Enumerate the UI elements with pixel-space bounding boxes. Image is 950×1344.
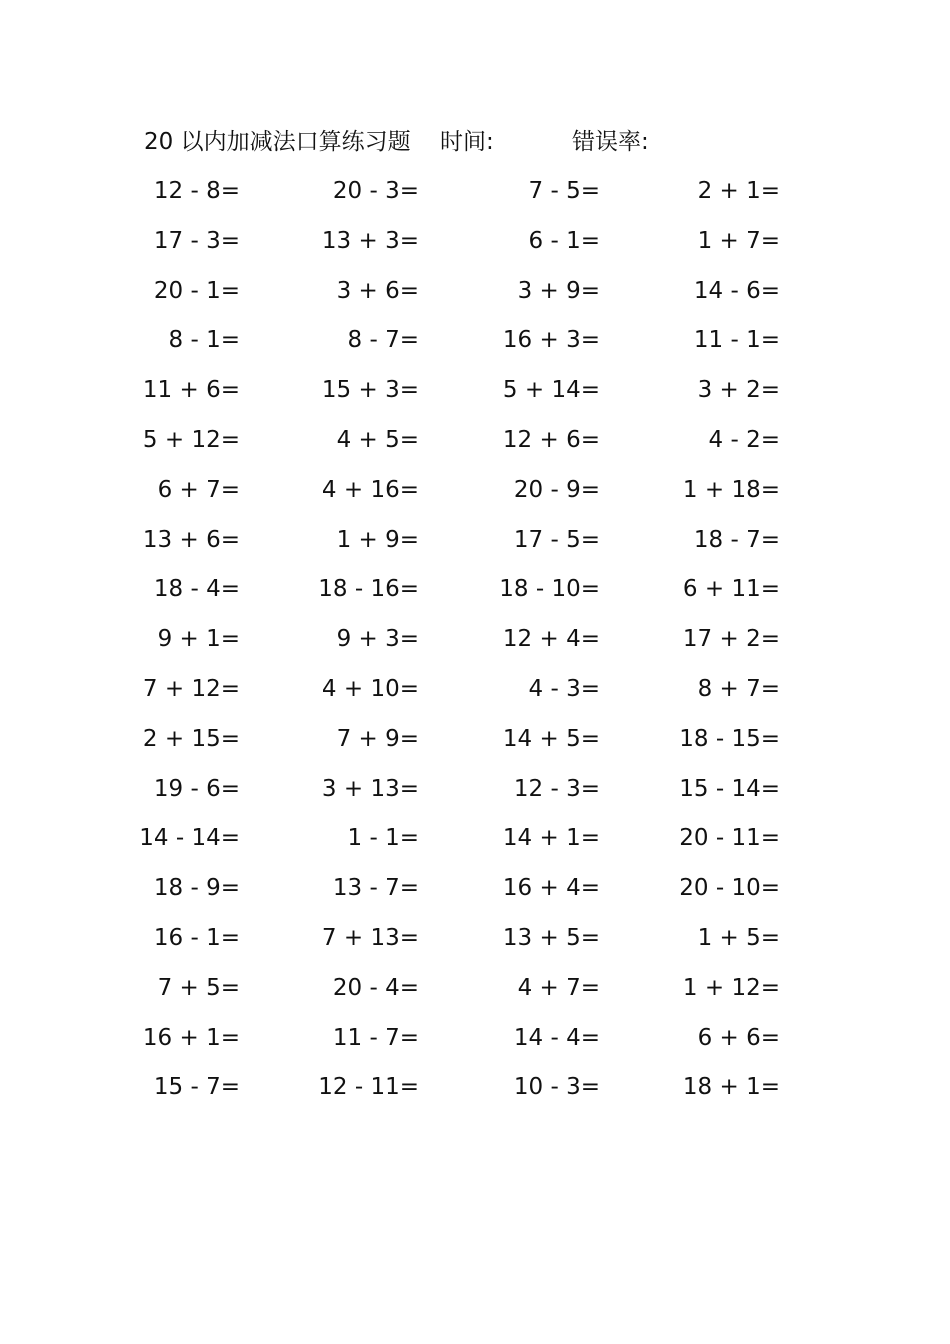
math-problem: 11 - 7=: [332, 1024, 419, 1051]
math-problem: 9 + 3=: [336, 626, 419, 653]
problem-row: [0, 618, 950, 668]
math-problem: 4 - 2=: [708, 426, 780, 453]
math-problem: 6 + 7=: [157, 476, 240, 503]
math-problem: 8 + 7=: [697, 675, 780, 702]
math-problem: 4 + 5=: [336, 426, 419, 453]
math-problem: 15 - 14=: [679, 775, 780, 802]
problem-row: [0, 270, 950, 320]
math-problem: 13 + 3=: [321, 227, 419, 254]
problem-row: [0, 319, 950, 369]
math-problem: 14 - 4=: [513, 1024, 600, 1051]
math-problem: 3 + 9=: [517, 277, 600, 304]
math-problem: 4 + 10=: [321, 675, 419, 702]
math-problem: 20 - 9=: [513, 476, 600, 503]
math-problem: 20 - 11=: [679, 825, 780, 852]
problem-row: [0, 568, 950, 618]
math-problem: 17 + 2=: [682, 626, 780, 653]
math-problem: 3 + 6=: [336, 277, 419, 304]
math-problem: 1 + 7=: [697, 227, 780, 254]
math-problem: 13 + 6=: [142, 526, 240, 553]
math-problem: 1 - 1=: [347, 825, 419, 852]
math-problem: 5 + 14=: [502, 377, 600, 404]
problem-row: [0, 419, 950, 469]
math-problem: 14 - 6=: [693, 277, 780, 304]
math-problem: 16 + 4=: [502, 875, 600, 902]
problem-row: [0, 369, 950, 419]
math-problem: 6 - 1=: [528, 227, 600, 254]
math-problem: 3 + 13=: [321, 775, 419, 802]
math-problem: 18 - 10=: [499, 576, 600, 603]
math-problem: 10 - 3=: [513, 1074, 600, 1101]
math-problem: 18 + 1=: [682, 1074, 780, 1101]
math-problem: 1 + 12=: [682, 974, 780, 1001]
problem-row: [0, 718, 950, 768]
math-problem: 12 + 6=: [502, 426, 600, 453]
problem-row: [0, 668, 950, 718]
math-problem: 1 + 18=: [682, 476, 780, 503]
worksheet-header: [144, 125, 824, 159]
math-problem: 20 - 10=: [679, 875, 780, 902]
math-problem: 14 - 14=: [139, 825, 240, 852]
math-problem: 3 + 2=: [697, 377, 780, 404]
math-problem: 16 - 1=: [153, 924, 240, 951]
problem-row: [0, 867, 950, 917]
math-problem: 7 + 12=: [142, 675, 240, 702]
math-problem: 20 - 1=: [153, 277, 240, 304]
math-problem: 1 + 9=: [336, 526, 419, 553]
math-problem: 18 - 7=: [693, 526, 780, 553]
problem-row: [0, 220, 950, 270]
math-problem: 4 + 16=: [321, 476, 419, 503]
math-problem: 8 - 1=: [168, 327, 240, 354]
math-problem: 2 + 15=: [142, 725, 240, 752]
math-problem: 7 - 5=: [528, 178, 600, 204]
math-problem: 16 + 3=: [502, 327, 600, 354]
math-problem: 5 + 12=: [142, 426, 240, 453]
math-problem: 15 - 7=: [153, 1074, 240, 1101]
problem-row: [0, 768, 950, 818]
math-problem: 19 - 6=: [153, 775, 240, 802]
math-problem: 12 - 11=: [318, 1074, 419, 1101]
math-problem: 13 - 7=: [332, 875, 419, 902]
math-problem: 20 - 4=: [332, 974, 419, 1001]
math-problem: 14 + 1=: [502, 825, 600, 852]
math-problem: 16 + 1=: [142, 1024, 240, 1051]
math-problem: 14 + 5=: [502, 725, 600, 752]
math-problem: 18 - 16=: [318, 576, 419, 603]
problem-row: [0, 967, 950, 1017]
problem-row: [0, 519, 950, 569]
math-problem: 18 - 4=: [153, 576, 240, 603]
math-problem: 6 + 6=: [697, 1024, 780, 1051]
math-problem: 17 - 5=: [513, 526, 600, 553]
math-problem: 6 + 11=: [682, 576, 780, 603]
problem-row: [0, 170, 950, 220]
time-label: 时间:: [440, 129, 494, 155]
problem-row: [0, 469, 950, 519]
math-problem: 4 - 3=: [528, 675, 600, 702]
problem-row: [0, 817, 950, 867]
worksheet-title: 20 以内加减法口算练习题: [144, 129, 411, 155]
math-problem: 20 - 3=: [332, 178, 419, 204]
math-problem: 9 + 1=: [157, 626, 240, 653]
math-problem: 8 - 7=: [347, 327, 419, 354]
math-problem: 11 - 1=: [693, 327, 780, 354]
math-problem: 13 + 5=: [502, 924, 600, 951]
math-problem: 2 + 1=: [697, 178, 780, 204]
math-problem: 17 - 3=: [153, 227, 240, 254]
problem-grid: [0, 170, 950, 1116]
math-problem: 7 + 5=: [157, 974, 240, 1001]
problem-row: [0, 917, 950, 967]
problem-row: [0, 1066, 950, 1116]
problem-row: [0, 1017, 950, 1067]
math-problem: 1 + 5=: [697, 924, 780, 951]
math-problem: 15 + 3=: [321, 377, 419, 404]
math-problem: 18 - 15=: [679, 725, 780, 752]
math-problem: 12 + 4=: [502, 626, 600, 653]
math-problem: 7 + 9=: [336, 725, 419, 752]
math-problem: 11 + 6=: [142, 377, 240, 404]
math-problem: 12 - 3=: [513, 775, 600, 802]
math-problem: 4 + 7=: [517, 974, 600, 1001]
math-problem: 7 + 13=: [321, 924, 419, 951]
error-rate-label: 错误率:: [572, 129, 649, 155]
math-problem: 18 - 9=: [153, 875, 240, 902]
math-problem: 12 - 8=: [153, 178, 240, 204]
